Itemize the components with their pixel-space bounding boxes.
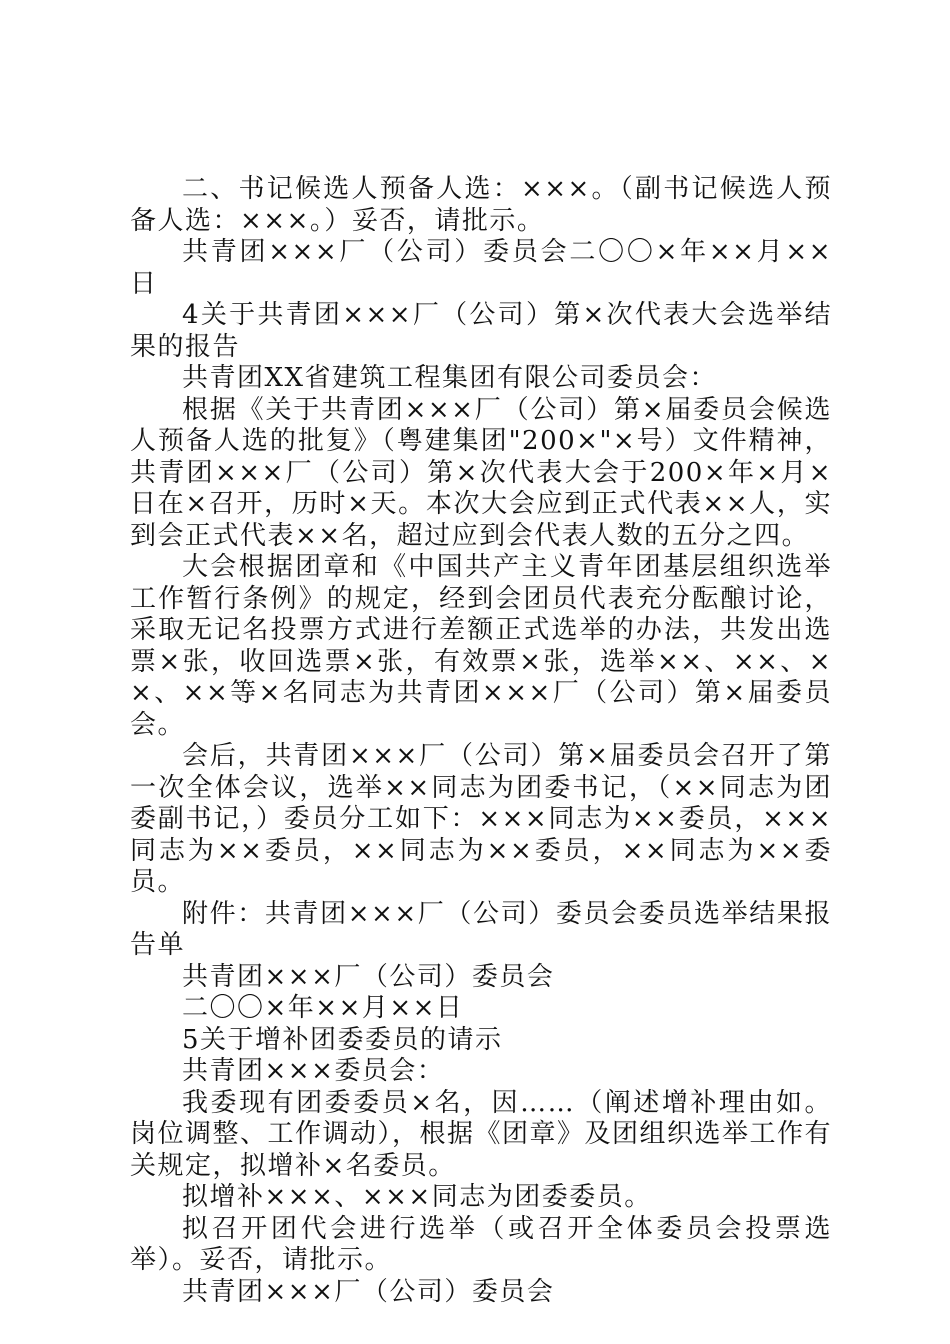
paragraph-supplement-reason: 我委现有团委委员×名，因……（阐述增补理由如。岗位调整、工作调动），根据《团章》及团组织选举工作有关规定，拟增补×名委员。 [130,1087,833,1181]
paragraph-attachment: 附件：共青团×××厂（公司）委员会委员选举结果报告单 [130,898,832,960]
paragraph-election-plan: 拟召开团代会进行选举（或召开全体委员会投票选举）。妥否，请批示。 [130,1213,832,1275]
paragraph-congress-basis: 根据《关于共青团×××厂（公司）第×届委员会候选人预备人选的批复》（粤建集团"200×"×号）文件精神，共青团×××厂（公司）第×次代表大会于200×年×月×日在×召开，历时×天。本次大会应到正式代表××人，实到会正式代表××名，超过应到会代表人数的五分之四。 [130,394,832,551]
paragraph-addressee-2: 共青团×××委员会： [182,1056,445,1086]
paragraph-addressee: 共青团XX省建筑工程集团有限公司委员会： [182,363,718,393]
section-title-election-report: 4关于共青团×××厂（公司）第×次代表大会选举结果的报告 [130,300,832,362]
section-title-supplement-request: 5关于增补团委委员的请示 [182,1024,503,1055]
paragraph-secretary-candidates: 二、书记候选人预备人选：×××。（副书记候选人预备人选：×××。）妥否，请批示。 [130,174,832,236]
paragraph-committee-signature-2: 共青团×××厂（公司）委员会 [182,1276,555,1307]
paragraph-signature-date: 共青团×××厂（公司）委员会二〇〇×年××月××日 [130,237,832,299]
paragraph-committee-signature: 共青团×××厂（公司）委员会 [182,961,555,992]
document-body [130,174,832,1308]
paragraph-first-meeting: 会后，共青团×××厂（公司）第×届委员会召开了第一次全体会议，选举××同志为团委书记，（××同志为团委副书记，）委员分工如下：×××同志为××委员，×××同志为××委员，××同志为××委员，××同志为××委员。 [130,741,832,897]
paragraph-supplement-members: 拟增补×××、×××同志为团委委员。 [182,1182,652,1212]
paragraph-date: 二〇〇×年××月××日 [182,993,464,1023]
paragraph-election-process: 大会根据团章和《中国共产主义青年团基层组织选举工作暂行条例》的规定，经到会团员代表充分酝酿讨论，采取无记名投票方式进行差额正式选举的办法，共发出选票×张，收回选票×张，有效票×张，选举××、××、××、××等×名同志为共青团×××厂（公司）第×届委员会。 [130,552,832,740]
